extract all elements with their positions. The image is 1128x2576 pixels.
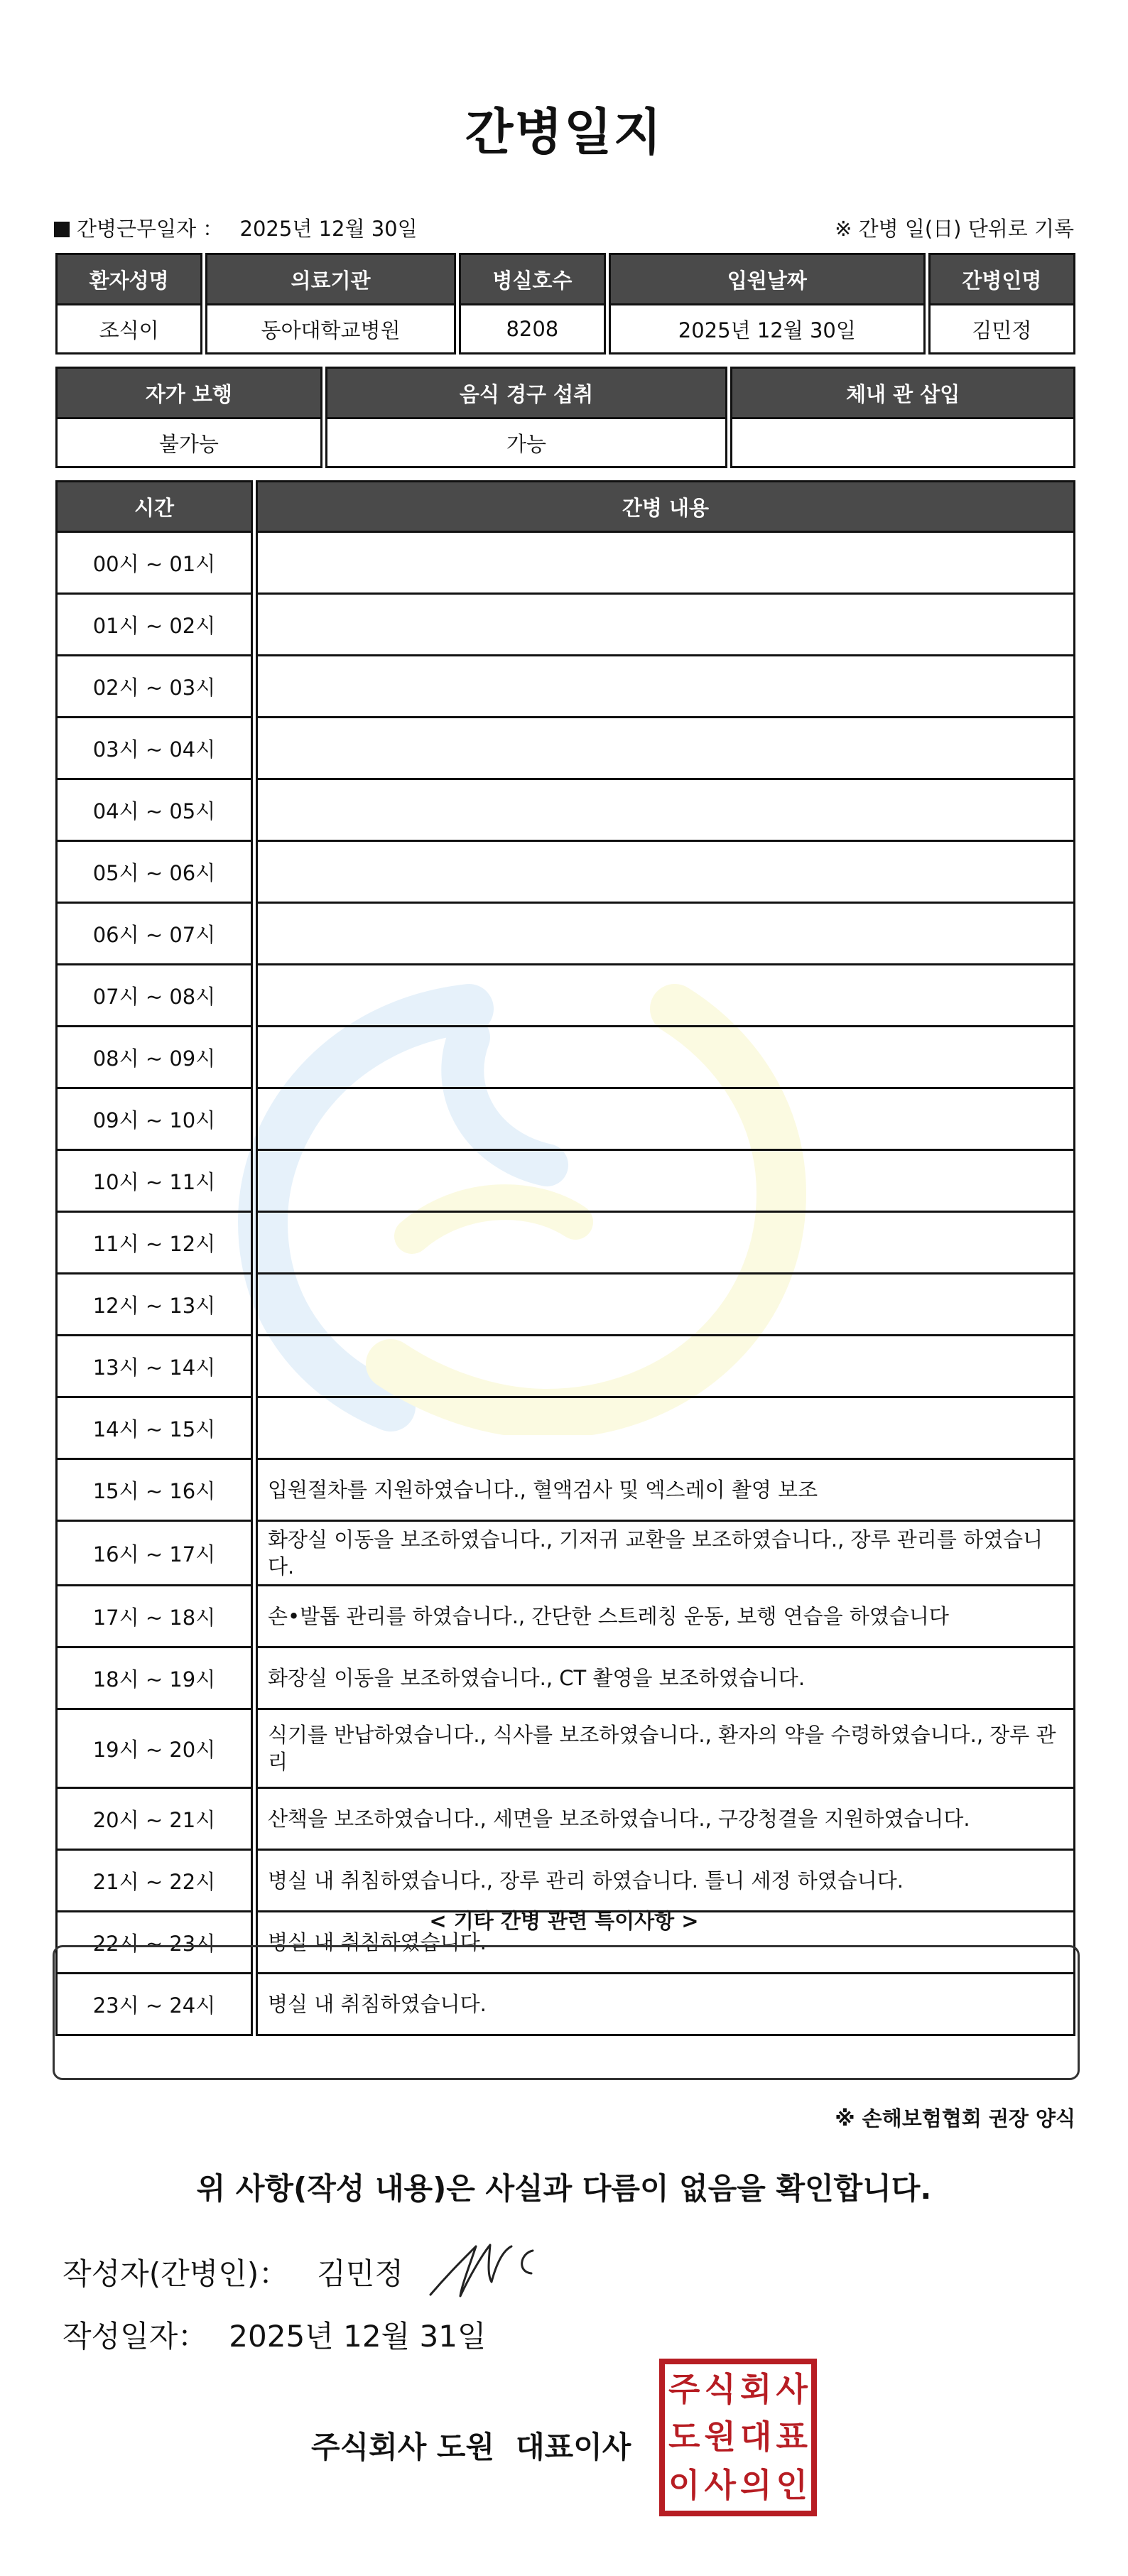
log-time: 15시 ~ 16시 bbox=[55, 1458, 253, 1520]
table-row bbox=[55, 1087, 1075, 1149]
special-notes-title: < 기타 간병 관련 특이사항 > bbox=[429, 1909, 699, 1933]
table-row bbox=[55, 531, 1075, 592]
log-care-content bbox=[256, 963, 1075, 1025]
header-admission-date: 입원날짜 bbox=[609, 253, 926, 303]
header-time: 시간 bbox=[55, 480, 253, 531]
company-signoff bbox=[311, 2424, 631, 2467]
log-care-content: 입원절차를 지원하였습니다., 혈액검사 및 엑스레이 촬영 보조 bbox=[256, 1458, 1075, 1520]
log-time: 21시 ~ 22시 bbox=[55, 1849, 253, 1910]
table-row bbox=[55, 1520, 1075, 1584]
log-time: 01시 ~ 02시 bbox=[55, 592, 253, 654]
log-care-content bbox=[256, 1211, 1075, 1272]
header-oral-intake: 음식 경구 섭취 bbox=[325, 367, 728, 417]
table-row bbox=[55, 654, 1075, 716]
log-time: 17시 ~ 18시 bbox=[55, 1584, 253, 1646]
log-care-content bbox=[256, 1396, 1075, 1458]
written-date-label: 작성일자： bbox=[63, 2319, 208, 2354]
log-time: 05시 ~ 06시 bbox=[55, 840, 253, 902]
log-time: 06시 ~ 07시 bbox=[55, 902, 253, 963]
work-date-value: 2025년 12월 30일 bbox=[239, 217, 418, 241]
log-time: 14시 ~ 15시 bbox=[55, 1396, 253, 1458]
log-care-content bbox=[256, 592, 1075, 654]
self-walking: 불가능 bbox=[55, 417, 322, 468]
log-care-content bbox=[256, 654, 1075, 716]
table-row bbox=[55, 778, 1075, 840]
log-care-content bbox=[256, 716, 1075, 778]
page-title: 간병일지 bbox=[465, 103, 663, 161]
table-row bbox=[55, 1272, 1075, 1334]
form-source-note: ※ 손해보험협회 권장 양식 bbox=[835, 2106, 1075, 2131]
log-care-content: 산책을 보조하였습니다., 세면을 보조하였습니다., 구강청결을 지원하였습니다. bbox=[256, 1787, 1075, 1849]
seal-character: 표 bbox=[776, 2418, 808, 2457]
confirmation-statement: 위 사항(작성 내용)은 사실과 다름이 없음을 확인합니다. bbox=[196, 2171, 932, 2206]
log-time: 19시 ~ 20시 bbox=[55, 1708, 253, 1787]
signature-icon bbox=[426, 2232, 554, 2303]
log-time: 04시 ~ 05시 bbox=[55, 778, 253, 840]
table-row bbox=[55, 1396, 1075, 1458]
log-time: 03시 ~ 04시 bbox=[55, 716, 253, 778]
care-log-rows bbox=[55, 531, 1075, 2036]
table-row bbox=[55, 902, 1075, 963]
log-care-content bbox=[256, 840, 1075, 902]
table-row bbox=[55, 1149, 1075, 1211]
hospital: 동아대학교병원 bbox=[205, 303, 455, 355]
record-unit-note: ※ 간병 일(日) 단위로 기록 bbox=[835, 217, 1074, 241]
square-bullet-icon bbox=[54, 222, 70, 237]
log-care-content: 화장실 이동을 보조하였습니다., CT 촬영을 보조하였습니다. bbox=[256, 1646, 1075, 1708]
writer-line bbox=[63, 2251, 403, 2293]
log-care-content bbox=[256, 778, 1075, 840]
table-row bbox=[55, 716, 1075, 778]
header-caregiver-name: 간병인명 bbox=[928, 253, 1075, 303]
table-row bbox=[55, 1025, 1075, 1087]
log-care-content bbox=[256, 1334, 1075, 1396]
log-care-content: 병실 내 취침하였습니다. bbox=[256, 1972, 1075, 2036]
writer-label: 작성자(간병인)： bbox=[63, 2256, 289, 2291]
header-care-content: 간병 내용 bbox=[256, 480, 1075, 531]
log-time: 22시 ~ 23시 bbox=[55, 1910, 253, 1972]
room-number: 8208 bbox=[459, 303, 606, 355]
table-row bbox=[55, 1646, 1075, 1708]
log-care-content bbox=[256, 531, 1075, 592]
work-date bbox=[54, 213, 418, 242]
caregiver-name: 김민정 bbox=[928, 303, 1075, 355]
patient-status-table bbox=[53, 367, 1078, 468]
writer-name: 김민정 bbox=[317, 2256, 403, 2291]
company-seal-stamp bbox=[659, 2359, 817, 2516]
seal-character: 원 bbox=[704, 2418, 736, 2457]
header-hospital: 의료기관 bbox=[205, 253, 455, 303]
log-time: 23시 ~ 24시 bbox=[55, 1972, 253, 2036]
work-date-label: 간병근무일자 ： bbox=[77, 217, 224, 241]
table-row bbox=[55, 1849, 1075, 1910]
seal-character: 의 bbox=[740, 2465, 772, 2504]
seal-character: 주 bbox=[668, 2370, 700, 2408]
log-time: 12시 ~ 13시 bbox=[55, 1272, 253, 1334]
care-log-table bbox=[53, 480, 1078, 2036]
patient-info-table bbox=[53, 253, 1078, 355]
log-care-content: 손•발톱 관리를 하였습니다., 간단한 스트레칭 운동, 보행 연습을 하였습니다 bbox=[256, 1584, 1075, 1646]
log-time: 18시 ~ 19시 bbox=[55, 1646, 253, 1708]
table-row bbox=[55, 963, 1075, 1025]
seal-character: 도 bbox=[668, 2418, 700, 2457]
patient-name: 조식이 bbox=[55, 303, 202, 355]
log-time: 08시 ~ 09시 bbox=[55, 1025, 253, 1087]
seal-character: 식 bbox=[704, 2370, 736, 2408]
header-room-number: 병실호수 bbox=[459, 253, 606, 303]
table-row bbox=[55, 1458, 1075, 1520]
table-row bbox=[55, 1334, 1075, 1396]
log-care-content: 식기를 반납하였습니다., 식사를 보조하였습니다., 환자의 약을 수령하였습니다., 장루 관리 bbox=[256, 1708, 1075, 1787]
special-notes-box bbox=[53, 1945, 1080, 2080]
log-time: 13시 ~ 14시 bbox=[55, 1334, 253, 1396]
log-care-content: 병실 내 취침하였습니다., 장루 관리 하였습니다. 틀니 세정 하였습니다. bbox=[256, 1849, 1075, 1910]
seal-character: 인 bbox=[776, 2465, 808, 2504]
seal-character: 사 bbox=[704, 2465, 736, 2504]
seal-character: 사 bbox=[776, 2370, 808, 2408]
table-row bbox=[55, 1211, 1075, 1272]
header-self-walking: 자가 보행 bbox=[55, 367, 322, 417]
tube-insertion bbox=[730, 417, 1075, 468]
log-time: 02시 ~ 03시 bbox=[55, 654, 253, 716]
header-tube-insertion: 체내 관 삽입 bbox=[730, 367, 1075, 417]
log-time: 11시 ~ 12시 bbox=[55, 1211, 253, 1272]
log-time: 16시 ~ 17시 bbox=[55, 1520, 253, 1584]
log-time: 09시 ~ 10시 bbox=[55, 1087, 253, 1149]
table-row bbox=[55, 1787, 1075, 1849]
seal-character: 이 bbox=[668, 2465, 700, 2504]
log-care-content: 화장실 이동을 보조하였습니다., 기저귀 교환을 보조하였습니다., 장루 관리를 하였습니다. bbox=[256, 1520, 1075, 1584]
admission-date: 2025년 12월 30일 bbox=[609, 303, 926, 355]
log-care-content bbox=[256, 1272, 1075, 1334]
log-care-content bbox=[256, 902, 1075, 963]
written-date-value: 2025년 12월 31일 bbox=[229, 2319, 487, 2354]
table-row bbox=[55, 592, 1075, 654]
log-time: 20시 ~ 21시 bbox=[55, 1787, 253, 1849]
log-time: 10시 ~ 11시 bbox=[55, 1149, 253, 1211]
log-care-content: 병실 내 취침하였습니다. bbox=[256, 1910, 1075, 1972]
seal-character: 회 bbox=[740, 2370, 772, 2408]
log-care-content bbox=[256, 1149, 1075, 1211]
company-name: 주식회사 도원 bbox=[311, 2430, 495, 2464]
table-row bbox=[55, 840, 1075, 902]
seal-character: 대 bbox=[740, 2418, 772, 2457]
table-row bbox=[55, 1708, 1075, 1787]
log-care-content bbox=[256, 1025, 1075, 1087]
table-row bbox=[55, 1584, 1075, 1646]
written-date-line bbox=[63, 2313, 487, 2356]
log-time: 00시 ~ 01시 bbox=[55, 531, 253, 592]
log-care-content bbox=[256, 1087, 1075, 1149]
oral-intake: 가능 bbox=[325, 417, 728, 468]
representative-title: 대표이사 bbox=[516, 2430, 631, 2464]
log-time: 07시 ~ 08시 bbox=[55, 963, 253, 1025]
header-patient-name: 환자성명 bbox=[55, 253, 202, 303]
